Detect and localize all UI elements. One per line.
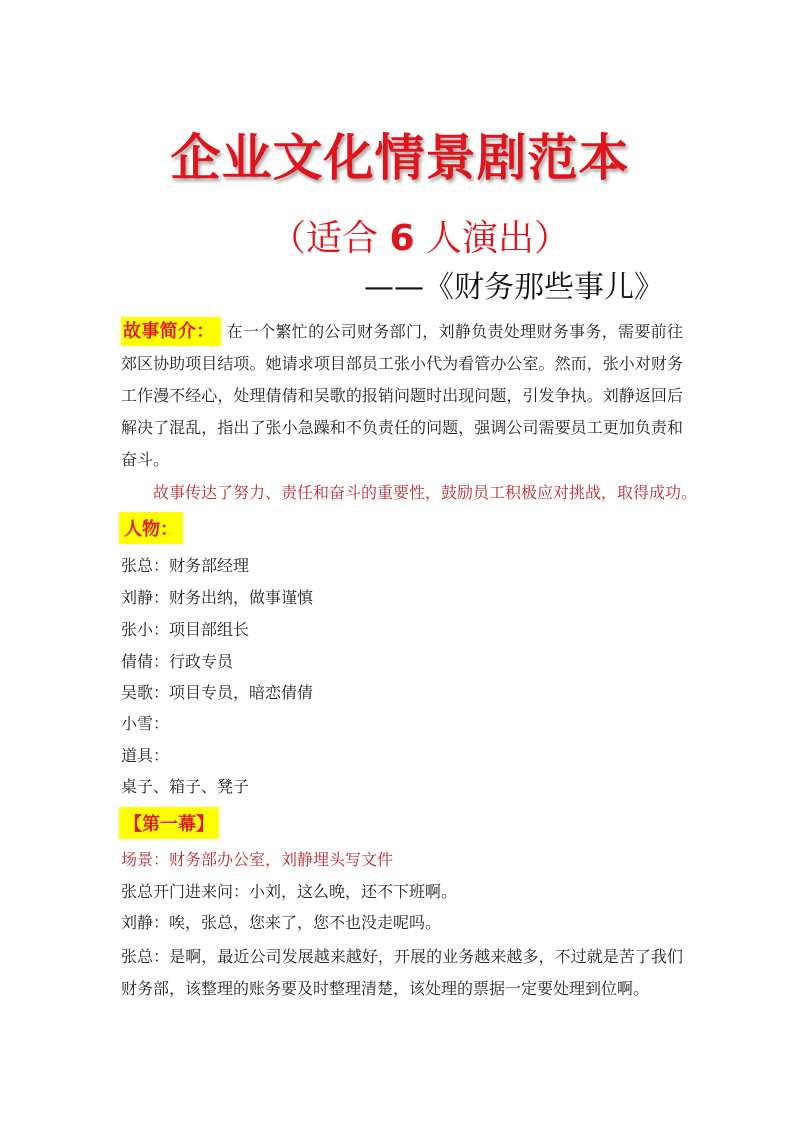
subtitle-number: 6 xyxy=(389,218,415,259)
subtitle-open: （适合 xyxy=(270,218,390,259)
subtitle-close: 人演出） xyxy=(414,218,570,259)
dialogue-line: 张总：是啊，最近公司发展越来越好，开展的业务越来越多，不过就是苦了我们财务部，该整理的账务要及时整理清楚，该处理的票据一定要处理到位啊。 xyxy=(121,947,683,998)
character-item: 张小：项目部组长 xyxy=(121,620,250,639)
story-intro xyxy=(121,316,683,476)
character-item: 小雪： xyxy=(121,714,170,733)
scene-description: 场景：财务部办公室，刘静埋头写文件 xyxy=(121,850,394,869)
document-subtitle xyxy=(0,210,800,261)
play-title: ——《财务那些事儿》 xyxy=(364,270,664,305)
intro-moral: 故事传达了努力、责任和奋斗的重要性，鼓励员工积极应对挑战，取得成功。 xyxy=(153,483,698,502)
intro-label: 故事简介： xyxy=(121,317,221,346)
props-list: 桌子、箱子、凳子 xyxy=(121,777,250,796)
props-label: 道具： xyxy=(121,746,170,765)
intro-text: 在一个繁忙的公司财务部门，刘静负责处理财务事务，需要前往郊区协助项目结项。她请求项目部员工张小代为看管办公室。然而，张小对财务工作漫不经心，处理倩倩和吴歌的报销问题时出现问题，引发争执。刘静返回后解决了混乱，指出了张小急躁和不负责任的问题，强调公司需要员工更加负责和奋斗。 xyxy=(121,322,683,469)
dialogue-line: 张总开门进来问：小刘，这么晚，还不下班啊。 xyxy=(121,882,458,901)
act-1-heading: 【第一幕】 xyxy=(119,807,219,839)
character-item: 刘静：财务出纳，做事谨慎 xyxy=(121,588,314,607)
character-item: 张总：财务部经理 xyxy=(121,556,250,575)
dialogue-line: 刘静：唉，张总，您来了，您不也没走呢吗。 xyxy=(121,913,442,932)
characters-label: 人物： xyxy=(119,512,183,544)
character-item: 吴歌：项目专员，暗恋倩倩 xyxy=(121,683,314,702)
character-item: 倩倩：行政专员 xyxy=(121,652,234,671)
document-title: 企业文化情景剧范本 xyxy=(170,129,630,187)
